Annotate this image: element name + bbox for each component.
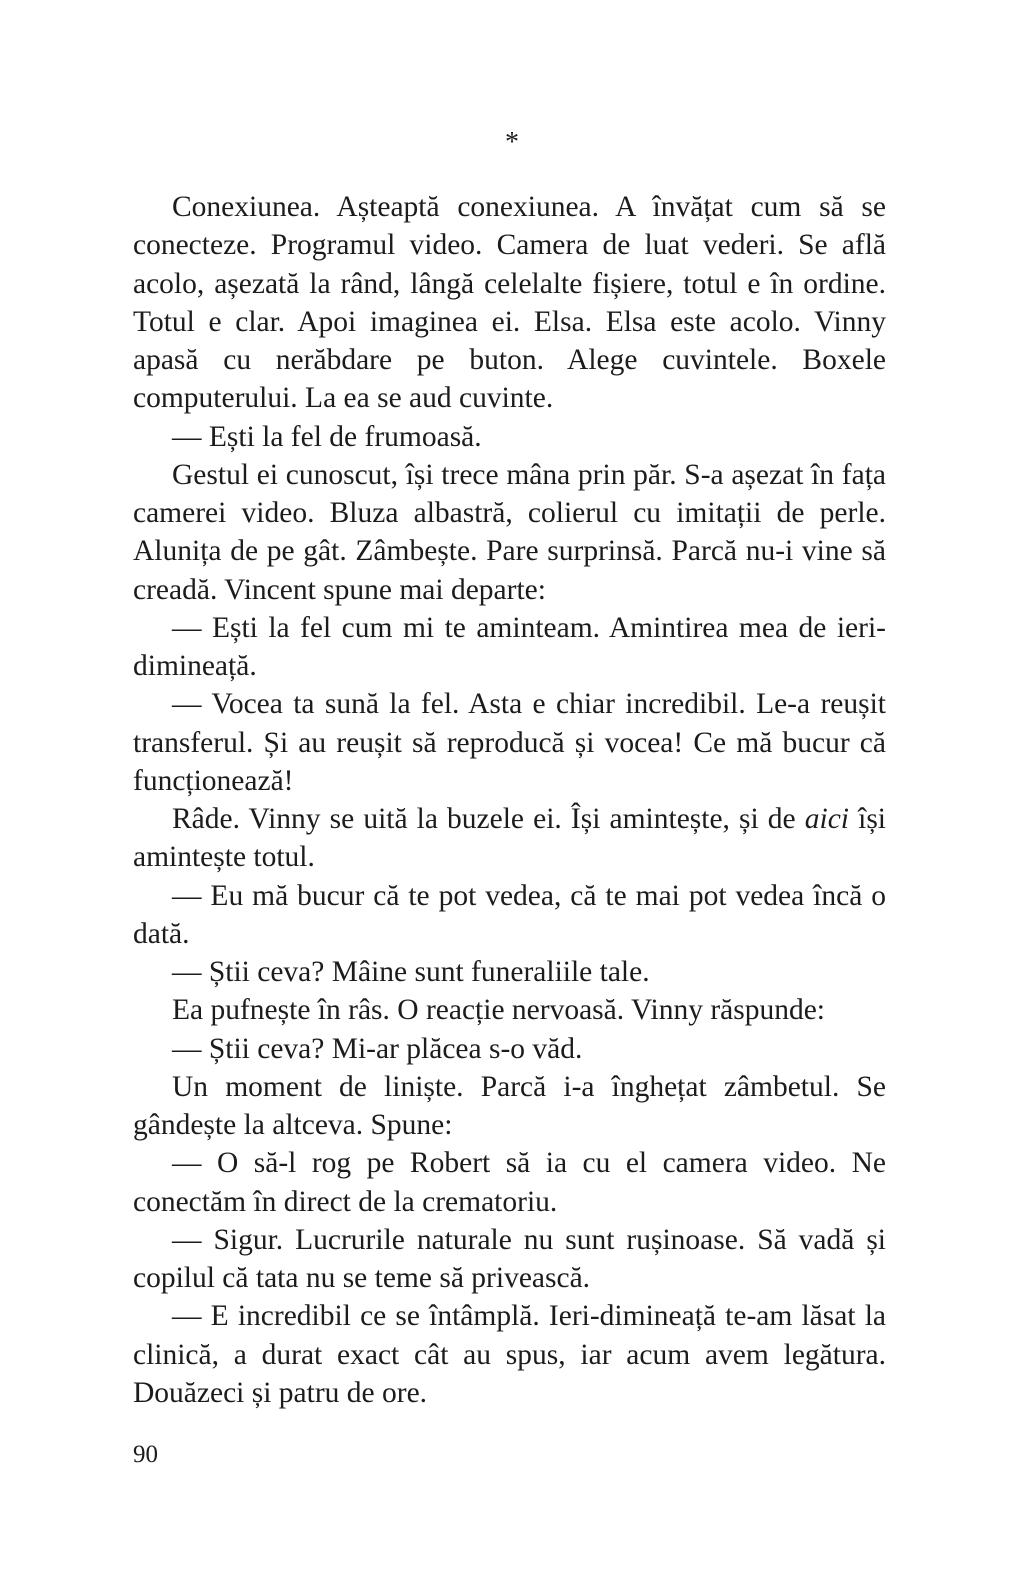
dialogue-line: — Sigur. Lucrurile naturale nu sunt rușinoase. Să vadă și copilul că tata nu se teme să privească. <box>133 1223 886 1294</box>
paragraph-text-after: își amintește totul. <box>133 803 886 874</box>
dialogue-line: — O să-l rog pe Robert să ia cu el camera video. Ne conectăm în direct de la crematoriu. <box>133 1147 886 1218</box>
page-number: 90 <box>133 1441 158 1468</box>
paragraph-with-italic <box>133 800 886 877</box>
dialogue-line: — Știi ceva? Mâine sunt funeraliile tale. <box>172 956 650 988</box>
section-separator: * <box>505 127 519 158</box>
dialogue-line: — E incredibil ce se întâmplă. Ieri-dimineață te-am lăsat la clinică, a durat exact cât au spus, iar acum avem legătura. Douăzeci și patru de ore. <box>133 1300 886 1409</box>
paragraph: Conexiunea. Așteaptă conexiunea. A învățat cum să se conecteze. Programul video. Camera de luat vederi. Se află acolo, așezată la rând, lângă celelalte fișiere, totul e în ordine. Totul e clar. Apoi imaginea ei. Elsa. Elsa este acolo. Vinny apasă cu nerăbdare pe buton. Alege cuvintele. Boxele computerului. La ea se aud cuvinte. <box>133 191 886 415</box>
paragraph: Un moment de liniște. Parcă i-a înghețat zâmbetul. Se gândește la altceva. Spune: <box>133 1070 886 1141</box>
dialogue-line: — Vocea ta sună la fel. Asta e chiar incredibil. Le-a reușit transferul. Și au reușit să reproducă și vocea! Ce mă bucur că funcționează! <box>133 688 886 797</box>
dialogue-line: — Ești la fel cum mi te aminteam. Amintirea mea de ieri-dimineață. <box>133 611 886 682</box>
dialogue-line: — Ești la fel de frumoasă. <box>172 420 482 453</box>
paragraph-text-before: Râde. Vinny se uită la buzele ei. Își amintește, și de <box>172 803 805 835</box>
dialogue-line: — Eu mă bucur că te pot vedea, că te mai pot vedea încă o dată. <box>133 879 886 950</box>
paragraph: Gestul ei cunoscut, își trece mâna prin păr. S-a așezat în fața camerei video. Bluza albastră, colierul cu imitații de perle. Alunița de pe gât. Zâmbește. Pare surprinsă. Parcă nu-i vine să creadă. Vincent spune mai departe: <box>133 458 886 606</box>
body-text <box>133 188 886 1412</box>
dialogue-line: — Știi ceva? Mi-ar plăcea s-o văd. <box>172 1032 583 1065</box>
italic-emphasis: aici <box>804 803 850 835</box>
paragraph: Ea pufnește în râs. O reacție nervoasă. Vinny răspunde: <box>172 994 826 1027</box>
